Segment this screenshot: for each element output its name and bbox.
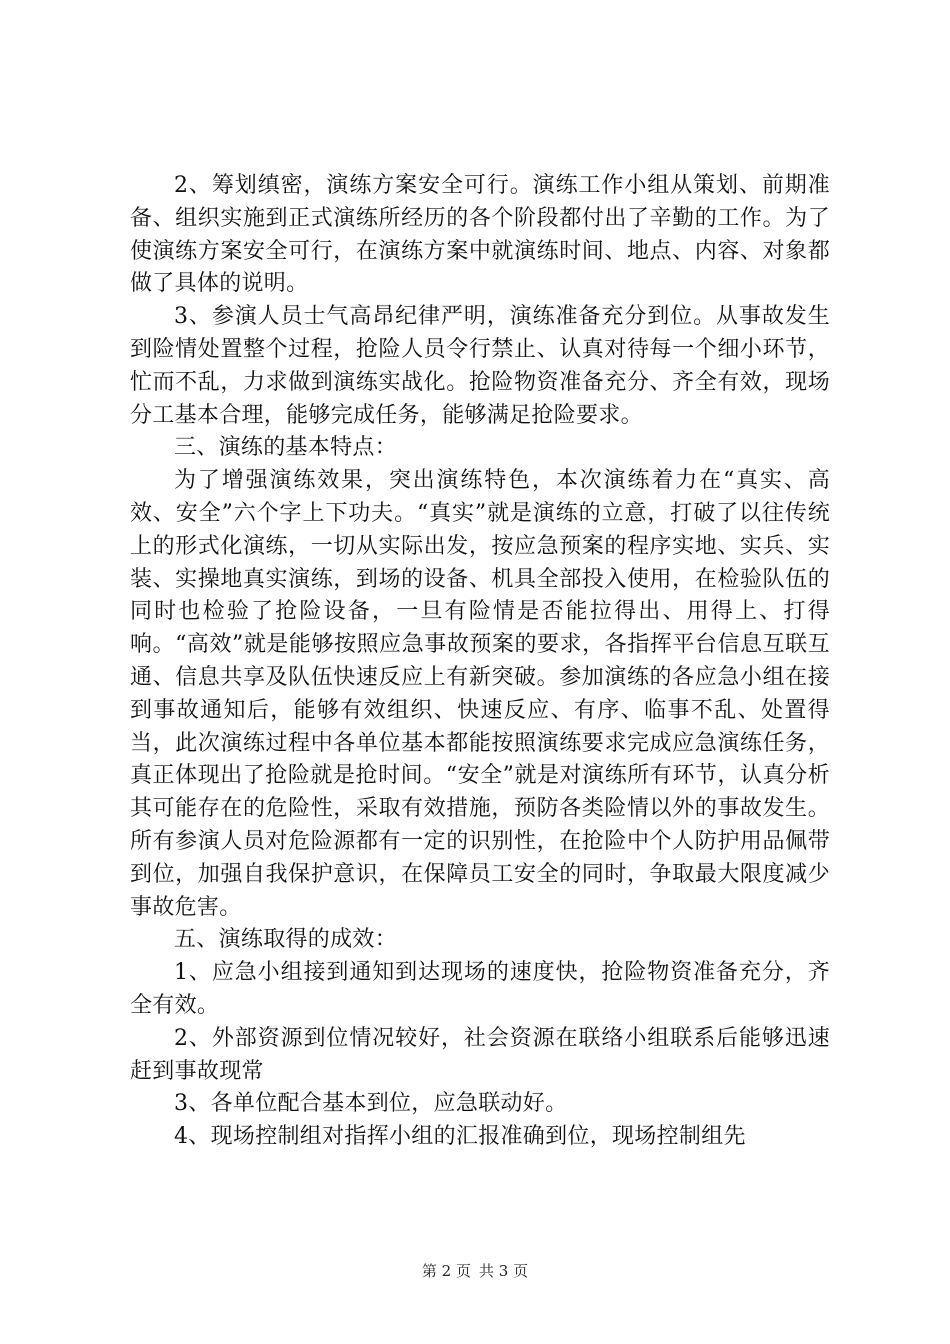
paragraph-result-1: 1、应急小组接到通知到达现场的速度快，抢险物资准备充分，齐全有效。 — [130, 960, 830, 1018]
page-number: 第 2 页 — [421, 1262, 471, 1280]
document-body — [130, 170, 830, 1154]
paragraph-planning: 2、筹划缜密，演练方案安全可行。演练工作小组从策划、前期准备、组织实施到正式演练所经历的各个阶段都付出了辛勤的工作。为了使演练方案安全可行，在演练方案中就演练时间、地点、内容、对象都做了具体的说明。 — [130, 173, 830, 297]
paragraph-result-4: 4、现场控制组对指挥小组的汇报准确到位，现场控制组先 — [174, 1124, 746, 1150]
section-heading-results: 五、演练取得的成效： — [174, 927, 398, 953]
paragraph-features: 为了增强演练效果，突出演练特色，本次演练着力在“真实、高效、安全”六个字上下功夫。“真实”就是演练的立意，打破了以往传统上的形式化演练，一切从实际出发，按应急预案的程序实地、实兵、实装、实操地真实演练，到场的设备、机具全部投入使用，在检验队伍的同时也检验了抢险设备，一旦有险情是否能拉得出、用得上、打得响。“高效”就是能够按照应急事故预案的要求，各指挥平台信息互联互通、信息共享及队伍快速反应上有新突破。参加演练的各应急小组在接到事故通知后，能够有效组织、快速反应、有序、临事不乱、处置得当，此次演练过程中各单位基本都能按照演练要求完成应急演练任务，真正体现出了抢险就是抢时间。“安全”就是对演练所有环节，认真分析其可能存在的危险性，采取有效措施，预防各类险情以外的事故发生。所有参演人员对危险源都有一定的识别性，在抢险中个人防护用品佩带到位，加强自我保护意识，在保障员工安全的同时，争取最大限度减少事故危害。 — [130, 468, 830, 920]
section-heading-features: 三、演练的基本特点： — [174, 435, 398, 461]
page-footer — [0, 1260, 950, 1281]
paragraph-result-2: 2、外部资源到位情况较好，社会资源在联络小组联系后能够迅速赶到事故现常 — [130, 1025, 830, 1084]
paragraph-result-3: 3、各单位配合基本到位，应急联动好。 — [174, 1091, 568, 1117]
page-total: 共 3 页 — [479, 1262, 529, 1280]
paragraph-participants: 3、参演人员士气高昂纪律严明，演练准备充分到位。从事故发生到险情处置整个过程，抢险人员令行禁止、认真对待每一个细小环节，忙而不乱，力求做到演练实战化。抢险物资准备充分、齐全有效，现场分工基本合理，能够完成任务，能够满足抢险要求。 — [130, 304, 830, 428]
